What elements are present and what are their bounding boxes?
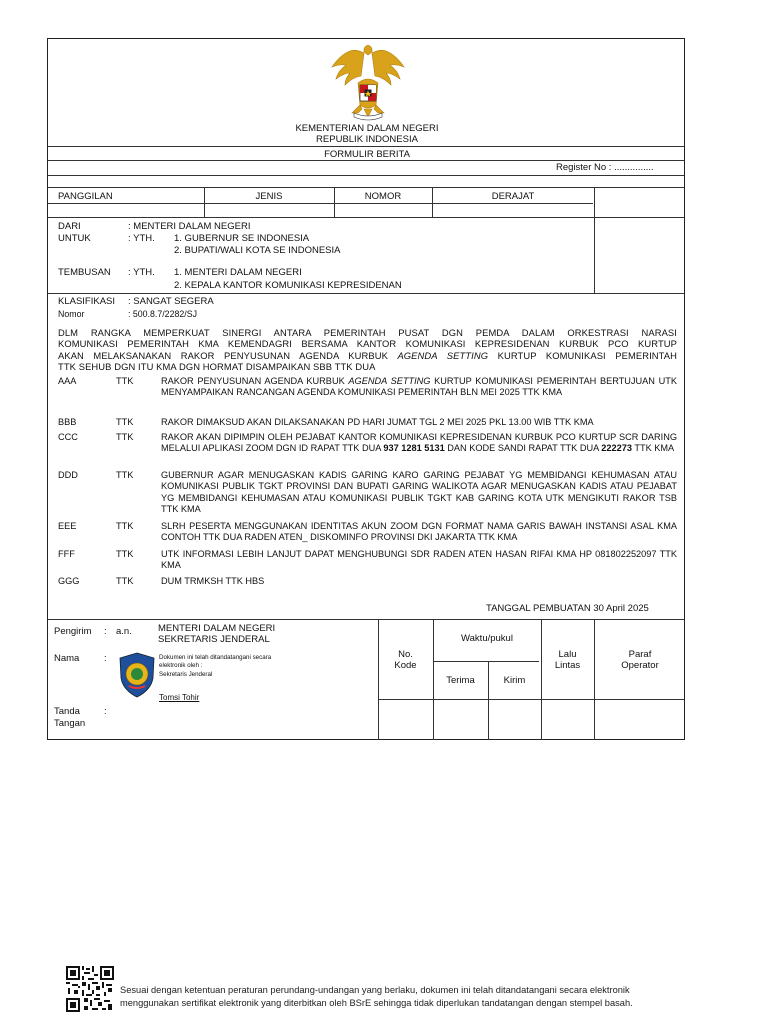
untuk-prefix: : YTH. — [128, 233, 155, 244]
esign-note: Dokumen ini telah ditandatangani secara — [159, 654, 272, 661]
pengirim-label: Pengirim — [54, 626, 92, 637]
untuk-label: UNTUK — [58, 233, 91, 244]
an-label: a.n. — [116, 626, 132, 637]
untuk-item: 1. GUBERNUR SE INDONESIA — [174, 233, 310, 244]
intro-line: TTK SEHUB DGN ITU KMA DGN HORMAT DISAMPAIKAN SBB TTK DUA — [58, 361, 376, 373]
divider — [48, 293, 684, 294]
divider — [48, 146, 684, 147]
news-form: KEMENTERIAN DALAM NEGERI REPUBLIK INDONESIA FORMULIR BERITA Register No : ............... PANGGILAN JENIS NOMOR DERAJAT DARI : MENTERI DALAM NEGERI UNTUK : YTH. 1. GUBERNUR SE INDONESIA 2. BUPATI/WALI KOTA SE INDONESIA TEMBUSAN : YTH. 1. MENTERI DALAM NEGERI 2. KEPALA KANTOR KOMUNIKASI KEPRESIDENAN KLASIFIKASI : SANGAT SEGERA Nomor : 500.8.7/2282/SJ DLM RANGKA MEMPERKUAT SINERGI ANTARA PEMERINTAH PUSAT DGN PEMDA DALAM ORKESTRASI NARASI KOMUNIKASI PEMERINTAH KMA KEMENDAGRI BERSAMA KANTOR KOMUNIKASI KEPRESIDENAN KURBUK PCO KURTUP AKAN MELAKSANAKAN RAKOR PENYUSUNAN AGENDA KURBUK AGENDA SETTING KURTUP KOMUNIKASI PEMERINTAH TTK SEHUB DGN ITU KMA DGN HORMAT DISAMPAIKAN SBB TTK DUA AAA TTK RAKOR PENYUSUNAN AGENDA KURBUK AGENDA SETTING KURTUP KOMUNIKASI PEMERINTAH BERTUJUAN UTK MENYAMPAIKAN RANCANGAN AGENDA KOMUNIKASI PEMERINTAH BLN MEI 2025 TTK KMA BBB TTK RAKOR DIMAKSUD AKAN DILAKSANAKAN PD HARI JUMAT TGL 2 MEI 2025 PKL 13.00 WIB TTK KMA CCC TTK RAKOR AKAN DIPIMPIN OLEH PEJABAT KANTOR KOMUNIKASI KEPRESIDENAN KURBUK PCO KURTUP SCR DARING MELALUI APLIKASI ZOOM DGN ID RAPAT TTK DUA 937 1281 5131 DAN KODE SANDI RAPAT TTK DUA 222273 TTK KMA DDD TTK GUBERNUR AGAR MENUGASKAN KADIS GARING KARO GARING PEJABAT YG MEMBIDANGI KEHUMASAN ATAU KOMUNIKASI PUBLIK TGKT PROVINSI DAN BUPATI GARING WALIKOTA AGAR MENUGASKAN KADIS ATAU PEJABAT YG MEMBIDANGI KEHUMASAN ATAU KOMUNIKASI PUBLIK TGKT KAB GARING KOTA UTK MENGIKUTI RAKOR TSB TTK KMA EEE TTK SLRH PESERTA MENGGUNAKAN IDENTITAS AKUN ZOOM DGN FORMAT NAMA GARIS BAWAH INSTANSI ASAL KMA CONTOH TTK DUA RADEN ATEN_ DISKOMINFO PROVINSI DKI JAKARTA TTK KMA FFF TTK UTK INFORMASI LEBIH LANJUT DAPAT MENGHUBUNGI SDR RADEN ATEN HASAN RIFAI KMA HP 081802252097 TTK KMA GGG TTK DUM TRMKSH TTK HBS TANGGAL PEMBUATAN 30 April 2025 Pengirim : a.n. MENTERI DALAM NEGERI SEKRETARIS JENDERAL Nama : Dokumen ini telah ditandatangani secara elektronik oleh : Sekretaris Jenderal Tomsi Tohir Tanda Tangan : No. Kode Waktu/pukul Terima Kirim Lalu Lintas Paraf Operator — [47, 38, 685, 740]
divider — [48, 217, 684, 218]
tembusan-item: 1. MENTERI DALAM NEGERI — [174, 267, 302, 278]
tembusan-prefix: : YTH. — [128, 267, 155, 278]
divider — [48, 160, 684, 161]
garuda-emblem-icon — [328, 41, 408, 123]
creation-date: TANGGAL PEMBUATAN 30 April 2025 — [486, 603, 649, 614]
paraf-label: Paraf — [628, 649, 652, 660]
footer-line: Sesuai dengan ketentuan peraturan perundang-undangan yang berlaku, dokumen ini telah ditandatangani secara elektronik — [120, 985, 630, 995]
terima-label: Terima — [446, 675, 475, 686]
waktu-label: Waktu/pukul — [461, 633, 513, 644]
kirim-label: Kirim — [503, 675, 526, 686]
tangan-label: Tangan — [54, 718, 86, 729]
register-number: Register No : ............... — [556, 162, 654, 173]
dari-label: DARI — [58, 221, 81, 232]
ministry-title: KEMENTERIAN DALAM NEGERI — [295, 123, 439, 134]
nomor-value: : 500.8.7/2282/SJ — [128, 309, 197, 319]
qr-code-icon[interactable] — [66, 966, 114, 1012]
col-divider — [334, 187, 335, 217]
esign-footer — [120, 984, 710, 1010]
tembusan-label: TEMBUSAN — [58, 267, 111, 278]
divider — [378, 699, 684, 700]
sender-subtitle: SEKRETARIS JENDERAL — [158, 634, 270, 645]
intro-line: AKAN MELAKSANAKAN RAKOR PENYUSUNAN AGENDA KURBUK AGENDA SETTING KURTUP KOMUNIKASI PEMERINTAH — [58, 349, 678, 361]
form-title: FORMULIR BERITA — [324, 149, 410, 160]
divider — [48, 203, 593, 204]
col-divider — [432, 187, 433, 217]
esign-note: Sekretaris Jenderal — [159, 671, 213, 678]
signer-name: Tomsi Tohir — [159, 693, 200, 702]
panggilan-header: PANGGILAN — [58, 191, 113, 202]
klasifikasi-label: KLASIFIKASI — [58, 296, 116, 307]
col-divider — [594, 619, 595, 740]
jenis-header: JENIS — [255, 191, 283, 202]
col-divider — [378, 619, 379, 740]
no-label: No. — [398, 649, 413, 660]
dari-value: : MENTERI DALAM NEGERI — [128, 221, 251, 232]
divider — [48, 175, 684, 176]
country-title: REPUBLIK INDONESIA — [316, 134, 418, 145]
col-divider — [594, 187, 595, 293]
kemendagri-seal-icon — [118, 652, 156, 698]
divider — [433, 661, 539, 662]
intro-line: KOMUNIKASI PEMERINTAH KMA KEMENDAGRI BERSAMA KANTOR KOMUNIKASI KEPRESIDENAN KURBUK PCO KURTUP — [58, 338, 677, 350]
intro-line: DLM RANGKA MEMPERKUAT SINERGI ANTARA PEMERINTAH PUSAT DGN PEMDA DALAM ORKESTRASI NARASI — [58, 327, 677, 338]
col-divider — [541, 619, 542, 740]
divider — [48, 187, 684, 188]
kode-label: Kode — [394, 660, 417, 671]
tanda-label: Tanda — [54, 706, 80, 717]
nomor-header: NOMOR — [364, 191, 402, 202]
nomor-label: Nomor — [58, 309, 85, 319]
nama-label: Nama — [54, 653, 80, 664]
klasifikasi-value: : SANGAT SEGERA — [128, 296, 214, 307]
derajat-header: DERAJAT — [491, 191, 535, 202]
sender-title: MENTERI DALAM NEGERI — [158, 623, 276, 634]
nama-colon: : — [104, 653, 107, 664]
pengirim-colon: : — [104, 626, 107, 637]
untuk-item: 2. BUPATI/WALI KOTA SE INDONESIA — [174, 245, 341, 256]
body-intro — [58, 327, 677, 373]
lalu-label: Lalu — [558, 649, 577, 660]
col-divider — [488, 661, 489, 740]
divider — [48, 619, 684, 620]
operator-label: Operator — [621, 660, 659, 671]
tanda-colon: : — [104, 706, 107, 717]
footer-line: menggunakan sertifikat elektronik yang diterbitkan oleh BSrE sehingga tidak diperlukan tandatangan dengan stempel basah. — [120, 998, 633, 1008]
col-divider — [204, 187, 205, 217]
lintas-label: Lintas — [554, 660, 581, 671]
tembusan-item: 2. KEPALA KANTOR KOMUNIKASI KEPRESIDENAN — [174, 280, 402, 291]
esign-note: elektronik oleh : — [159, 662, 203, 669]
